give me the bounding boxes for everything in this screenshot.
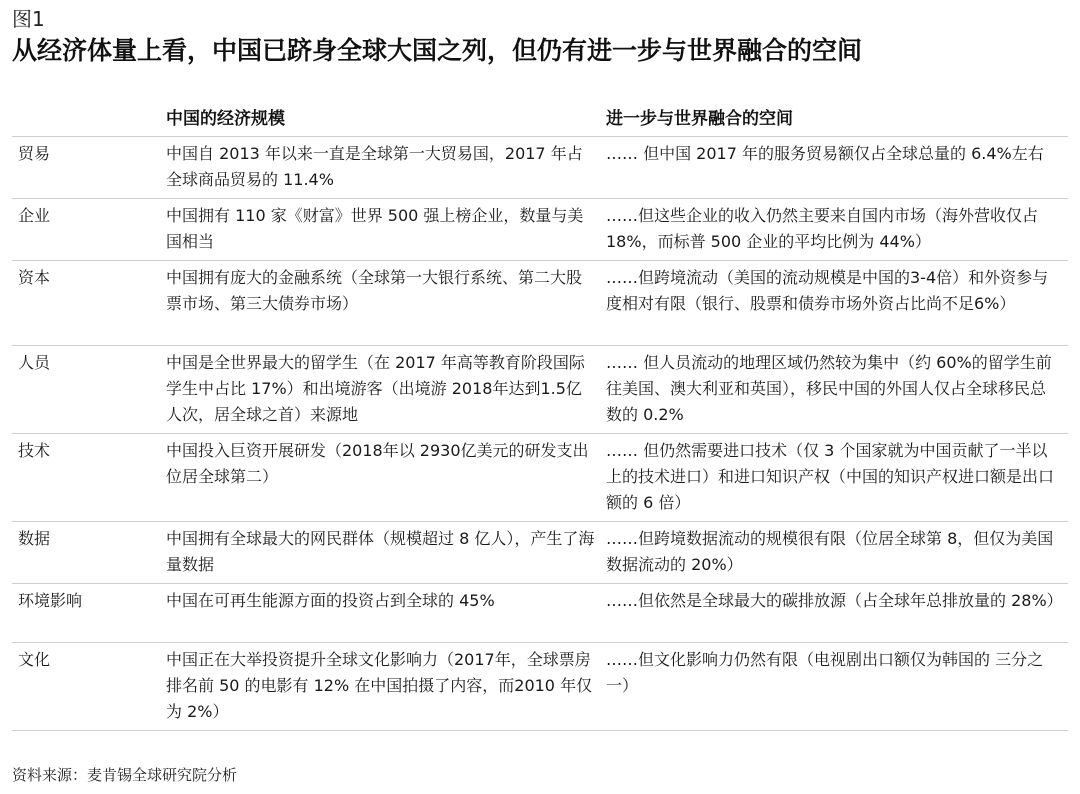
table-row [12,643,1068,731]
row-category: 贸易 [12,137,166,199]
table-row [12,199,1068,261]
row-room: ……但这些企业的收入仍然主要来自国内市场（海外营收仅占 18%，而标普 500 企业的平均比例为 44%） [606,199,1068,261]
row-scale: 中国是全世界最大的留学生（在 2017 年高等教育阶段国际学生中占比 17%）和出境游客（出境游 2018年达到1.5亿人次，居全球之首）来源地 [166,346,606,434]
row-scale: 中国正在大举投资提升全球文化影响力（2017年，全球票房排名前 50 的电影有 12% 在中国拍摄了内容，而2010 年仅为 2%） [166,643,606,731]
row-room: …… 但中国 2017 年的服务贸易额仅占全球总量的 6.4%左右 [606,137,1068,199]
source-note: 资料来源：麦肯锡全球研究院分析 [12,766,238,784]
row-room: ……但依然是全球最大的碳排放源（占全球年总排放量的 28%） [606,584,1068,643]
row-category: 文化 [12,643,166,731]
row-scale: 中国投入巨资开展研发（2018年以 2930亿美元的研发支出位居全球第二） [166,434,606,522]
row-scale: 中国拥有全球最大的网民群体（规模超过 8 亿人），产生了海量数据 [166,522,606,584]
row-category: 资本 [12,261,166,346]
row-category: 数据 [12,522,166,584]
row-category: 人员 [12,346,166,434]
table-row [12,346,1068,434]
figure-label: 图1 [12,7,45,31]
row-category: 企业 [12,199,166,261]
table-row [12,584,1068,643]
row-scale: 中国在可再生能源方面的投资占到全球的 45% [166,584,606,643]
header-category [12,96,166,137]
row-room: …… 但仍然需要进口技术（仅 3 个国家就为中国贡献了一半以上的技术进口）和进口知识产权（中国的知识产权进口额是出口额的 6 倍） [606,434,1068,522]
row-room: ……但跨境流动（美国的流动规模是中国的3-4倍）和外资参与度相对有限（银行、股票和债券市场外资占比尚不足6%） [606,261,1068,346]
page-title: 从经济体量上看，中国已跻身全球大国之列，但仍有进一步与世界融合的空间 [12,36,863,65]
row-scale: 中国自 2013 年以来一直是全球第一大贸易国，2017 年占全球商品贸易的 11.4% [166,137,606,199]
comparison-table [12,96,1068,731]
row-category: 技术 [12,434,166,522]
table-row [12,137,1068,199]
table-header-row [12,96,1068,137]
table-row [12,434,1068,522]
row-room: …… 但人员流动的地理区域仍然较为集中（约 60%的留学生前往美国、澳大利亚和英国），移民中国的外国人仅占全球移民总数的 0.2% [606,346,1068,434]
row-category: 环境影响 [12,584,166,643]
row-scale: 中国拥有 110 家《财富》世界 500 强上榜企业，数量与美国相当 [166,199,606,261]
table-row [12,261,1068,346]
row-scale: 中国拥有庞大的金融系统（全球第一大银行系统、第二大股票市场、第三大债券市场） [166,261,606,346]
table-row [12,522,1068,584]
header-economic-scale: 中国的经济规模 [166,96,606,137]
row-room: ……但跨境数据流动的规模很有限（位居全球第 8，但仅为美国数据流动的 20%） [606,522,1068,584]
header-integration-room: 进一步与世界融合的空间 [606,96,1068,137]
row-room: ……但文化影响力仍然有限（电视剧出口额仅为韩国的 三分之一） [606,643,1068,731]
